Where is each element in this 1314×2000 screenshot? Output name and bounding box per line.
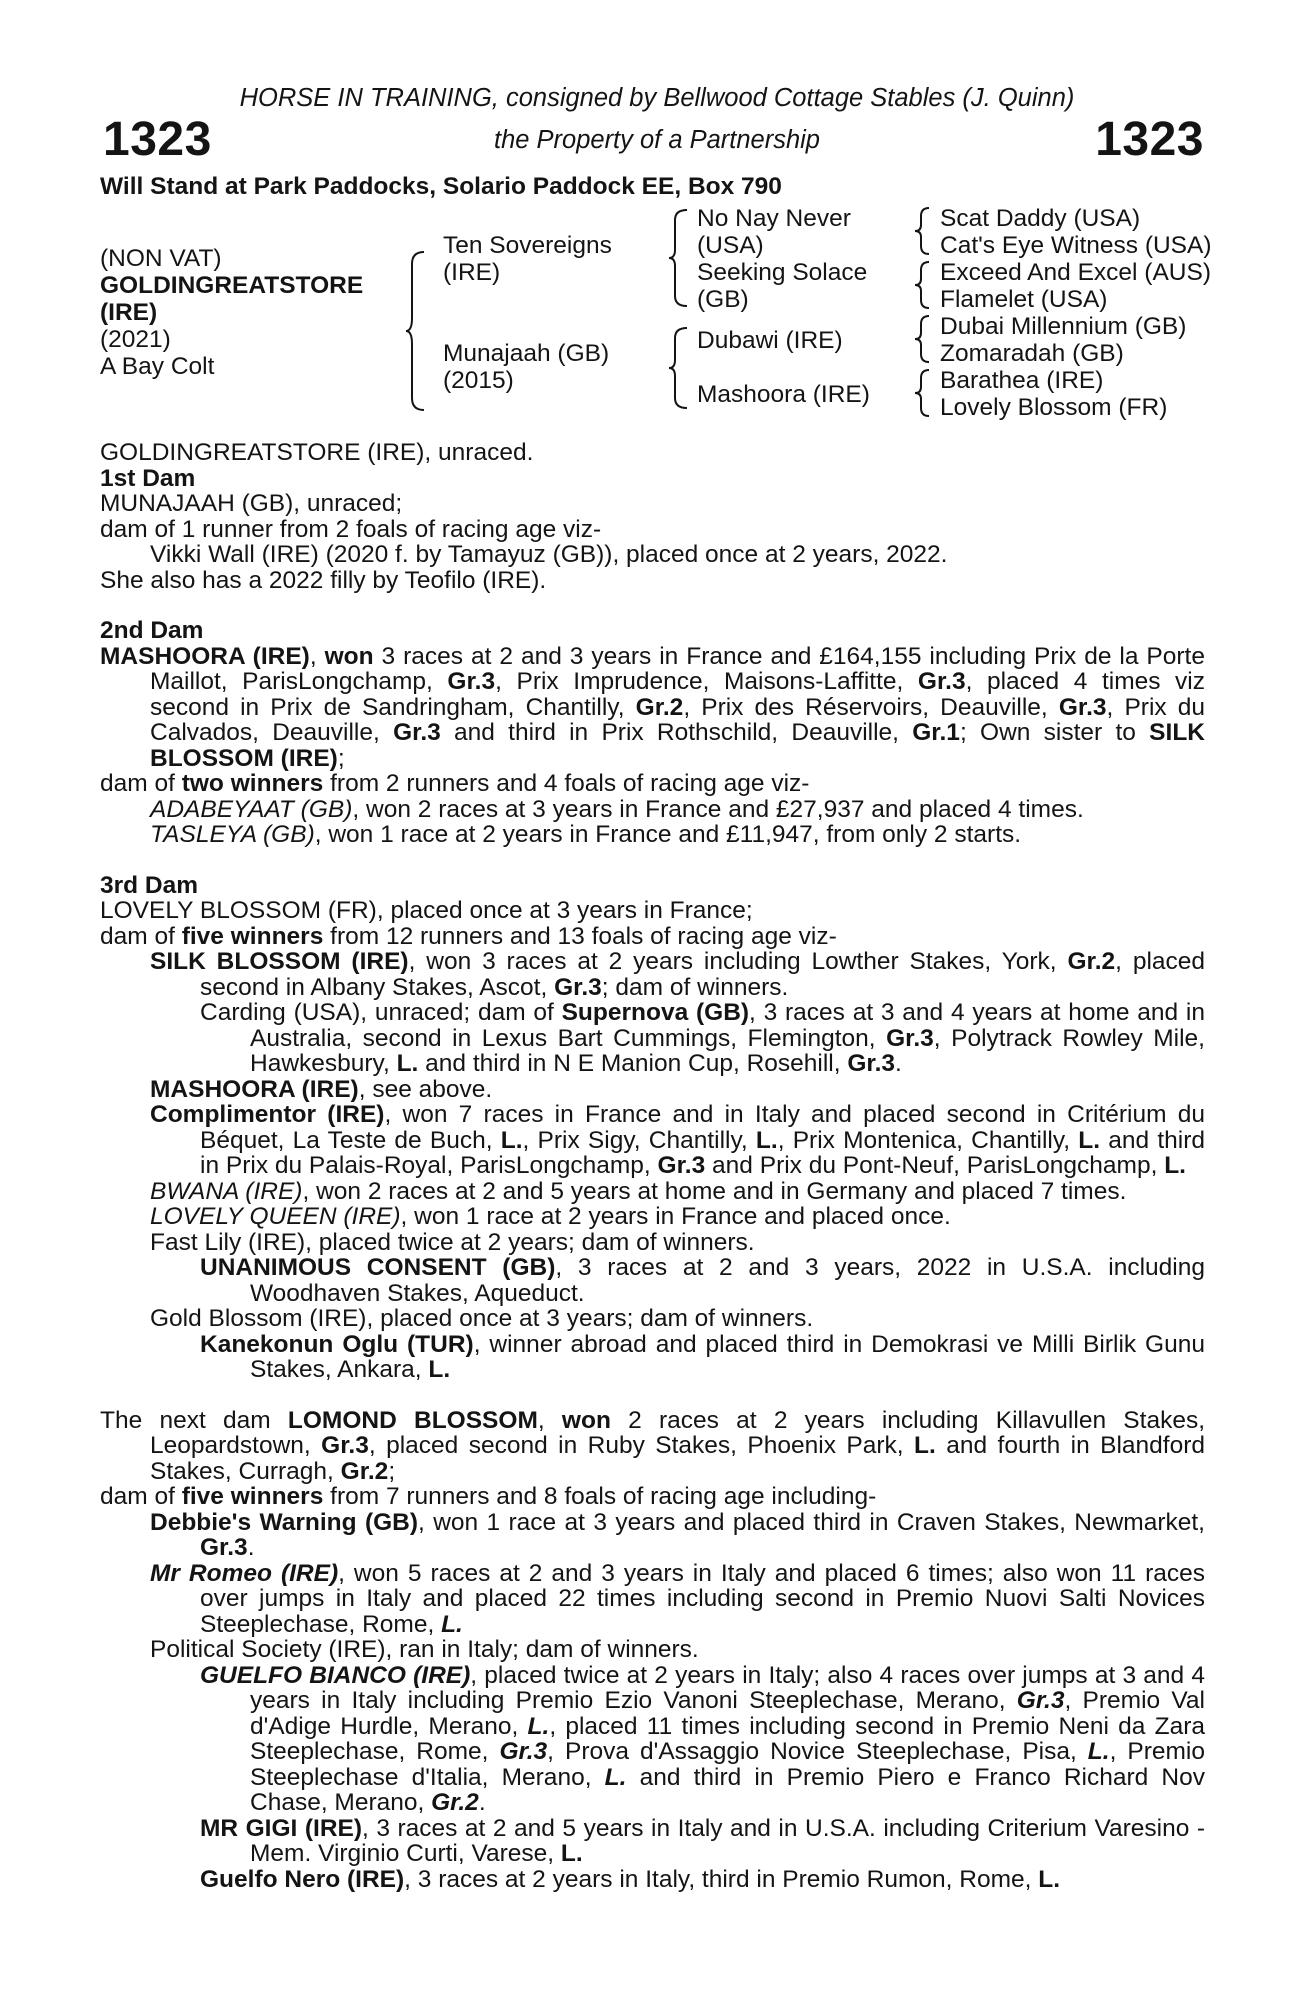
first-dam-produce: Vikki Wall (IRE) (2020 f. by Tamayuz (GB)), placed once at 2 years, 2022.	[150, 541, 948, 568]
pedigree-brace-dam	[667, 326, 691, 410]
sire-dam-name: Seeking Solace	[697, 259, 868, 286]
third-dam-summary: dam of five winners from 12 runners and 13 foals of racing age viz-	[100, 922, 837, 950]
pedigree-brace-g3	[913, 314, 933, 364]
lot-number-right: 1323	[1095, 113, 1204, 166]
third-dam-section	[100, 873, 1205, 1383]
produce-complimentor: Complimentor (IRE), won 7 races in France and in Italy and placed second in Critérium du Béquet, La Teste de Buch, L., Prix Sigy, Chantilly, L., Prix Montenica, Chantilly, L. and third in Prix du Palais-Royal, ParisLongchamp, Gr.3 and Prix du Pont-Neuf, ParisLongchamp, L.	[150, 1101, 1205, 1179]
sire-sire-name: No Nay Never	[697, 205, 851, 232]
horse-description: A Bay Colt	[100, 353, 215, 380]
consignment-line: HORSE IN TRAINING, consigned by Bellwood Cottage Stables (J. Quinn)	[239, 84, 1075, 112]
lot-number-left: 1323	[103, 113, 212, 166]
sire-country: (IRE)	[443, 259, 501, 286]
second-dam-section	[100, 618, 1205, 848]
second-dam-record: MASHOORA (IRE), won 3 races at 2 and 3 years in France and £164,155 including Prix de la Porte Maillot, ParisLongchamp, Gr.3, Prix Imprudence, Maisons-Laffitte, Gr.3, placed 4 times viz second in Prix de Sandringham, Chantilly, Gr.2, Prix des Réservoirs, Deauville, Gr.3, Prix du Calvados, Deauville, Gr.3 and third in Prix Rothschild, Deauville, Gr.1; Own sister to SILK BLOSSOM (IRE);	[100, 642, 1205, 772]
produce-guelfo-nero: Guelfo Nero (IRE), 3 races at 2 years in Italy, third in Premio Rumon, Rome, L.	[200, 1865, 1061, 1893]
third-dam-heading: 3rd Dam	[100, 871, 199, 899]
produce-debbies-warning: Debbie's Warning (GB), won 1 race at 3 years and placed third in Craven Stakes, Newmarket, Gr.3.	[150, 1508, 1205, 1561]
dam-year: (2015)	[443, 367, 514, 394]
first-dam-summary: dam of 1 runner from 2 foals of racing age viz-	[100, 515, 602, 543]
ancestor-1: Scat Daddy (USA)	[940, 205, 1141, 232]
dam-sire-name: Dubawi (IRE)	[697, 327, 843, 354]
next-dam-summary: dam of five winners from 7 runners and 8 foals of racing age including-	[100, 1483, 877, 1510]
second-dam-summary: dam of two winners from 2 runners and 4 foals of racing age viz-	[100, 770, 810, 797]
produce-tasleya: TASLEYA (GB), won 1 race at 2 years in France and £11,947, from only 2 starts.	[150, 821, 1022, 848]
pedigree-brace-g4	[913, 368, 933, 418]
first-dam-section	[100, 466, 1205, 594]
produce-guelfo-bianco: GUELFO BIANCO (IRE), placed twice at 2 years in Italy; also 4 races over jumps at 3 and 4 years in Italy including Premio Ezio Vanoni Steeplechase, Merano, Gr.3, Premio Val d'Adige Hurdle, Merano, L., placed 11 times including second in Premio Neni da Zara Steeplechase, Rome, Gr.3, Prova d'Assaggio Novice Steeplechase, Pisa, L., Premio Steeplechase d'Italia, Merano, L. and third in Premio Piero e Franco Richard Nov Chase, Merano, Gr.2.	[200, 1661, 1206, 1816]
produce-political-society: Political Society (IRE), ran in Italy; dam of winners.	[150, 1636, 699, 1663]
property-line: the Property of a Partnership	[493, 126, 820, 154]
stand-location: Will Stand at Park Paddocks, Solario Paddock EE, Box 790	[100, 173, 782, 200]
horse-name: GOLDINGREATSTORE	[100, 272, 364, 299]
ancestor-6: Zomaradah (GB)	[940, 340, 1124, 367]
pedigree-notes	[100, 440, 1205, 1892]
horse-intro: GOLDINGREATSTORE (IRE), unraced.	[100, 439, 534, 466]
sire-dam-country: (GB)	[697, 286, 749, 313]
produce-unanimous-consent: UNANIMOUS CONSENT (GB), 3 races at 2 and 3 years, 2022 in U.S.A. including Woodhaven Stakes, Aqueduct.	[200, 1254, 1205, 1307]
sire-sire-country: (USA)	[697, 232, 764, 259]
ancestor-2: Cat's Eye Witness (USA)	[940, 232, 1212, 259]
next-dam-record: The next dam LOMOND BLOSSOM, won 2 races at 2 years including Killavullen Stakes, Leopardstown, Gr.3, placed second in Ruby Stakes, Phoenix Park, L. and fourth in Blandford Stakes, Curragh, Gr.2;	[100, 1406, 1206, 1485]
produce-kanekonun-oglu: Kanekonun Oglu (TUR), winner abroad and placed third in Demokrasi ve Milli Birlik Gunu Stakes, Ankara, L.	[200, 1330, 1205, 1383]
horse-ref: MASHOORA (IRE)	[100, 642, 310, 670]
second-dam-heading: 2nd Dam	[100, 617, 204, 644]
third-dam-line: LOVELY BLOSSOM (FR), placed once at 3 years in France;	[100, 897, 753, 924]
produce-adabeyaat: ADABEYAAT (GB), won 2 races at 3 years in France and £27,937 and placed 4 times.	[150, 795, 1084, 823]
horse-name-country: (IRE)	[100, 299, 158, 326]
produce-carding: Carding (USA), unraced; dam of Supernova (GB), 3 races at 3 and 4 years at home and in Australia, second in Lexus Bart Cummings, Flemington, Gr.3, Polytrack Rowley Mile, Hawkesbury, L. and third in N E Manion Cup, Rosehill, Gr.3.	[200, 999, 1205, 1077]
ancestor-7: Barathea (IRE)	[940, 367, 1104, 394]
produce-mashoora: MASHOORA (IRE), see above.	[150, 1075, 493, 1103]
first-dam-heading: 1st Dam	[100, 464, 196, 492]
horse-vat: (NON VAT)	[100, 245, 222, 272]
dam-name: Munajaah (GB)	[443, 340, 610, 367]
pedigree-brace-g2	[913, 260, 933, 310]
pedigree-brace-sire	[667, 208, 691, 308]
ancestor-4: Flamelet (USA)	[940, 286, 1108, 313]
produce-mr-romeo: Mr Romeo (IRE), won 5 races at 2 and 3 years in Italy and placed 6 times; also won 11 races over jumps in Italy and placed 22 times including second in Premio Nuovi Salti Novices Steeplechase, Rome, L.	[150, 1559, 1206, 1638]
sire-name: Ten Sovereigns	[443, 232, 612, 259]
next-dam-section	[100, 1408, 1205, 1893]
ancestor-8: Lovely Blossom (FR)	[940, 394, 1168, 421]
produce-mr-gigi: MR GIGI (IRE), 3 races at 2 and 5 years in Italy and in U.S.A. including Criterium Varesino - Mem. Virginio Curti, Varese, L.	[200, 1814, 1205, 1867]
horse-year: (2021)	[100, 326, 171, 353]
produce-fast-lily: Fast Lily (IRE), placed twice at 2 years; dam of winners.	[150, 1228, 755, 1256]
ancestor-5: Dubai Millennium (GB)	[940, 313, 1187, 340]
produce-gold-blossom: Gold Blossom (IRE), placed once at 3 years; dam of winners.	[150, 1305, 814, 1332]
produce-silk-blossom: SILK BLOSSOM (IRE), won 3 races at 2 years including Lowther Stakes, York, Gr.2, placed second in Albany Stakes, Ascot, Gr.3; dam of winners.	[150, 948, 1206, 1001]
produce-bwana: BWANA (IRE), won 2 races at 2 and 5 years at home and in Germany and placed 7 times.	[150, 1177, 1127, 1205]
dam-dam-name: Mashoora (IRE)	[697, 381, 870, 408]
pedigree-brace-g1	[913, 206, 933, 256]
first-dam-line: MUNAJAAH (GB), unraced;	[100, 490, 403, 517]
pedigree-brace-main	[404, 250, 430, 412]
produce-lovely-queen: LOVELY QUEEN (IRE), won 1 race at 2 years in France and placed once.	[150, 1203, 951, 1230]
ancestor-3: Exceed And Excel (AUS)	[940, 259, 1211, 286]
first-dam-note: She also has a 2022 filly by Teofilo (IRE).	[100, 566, 547, 594]
